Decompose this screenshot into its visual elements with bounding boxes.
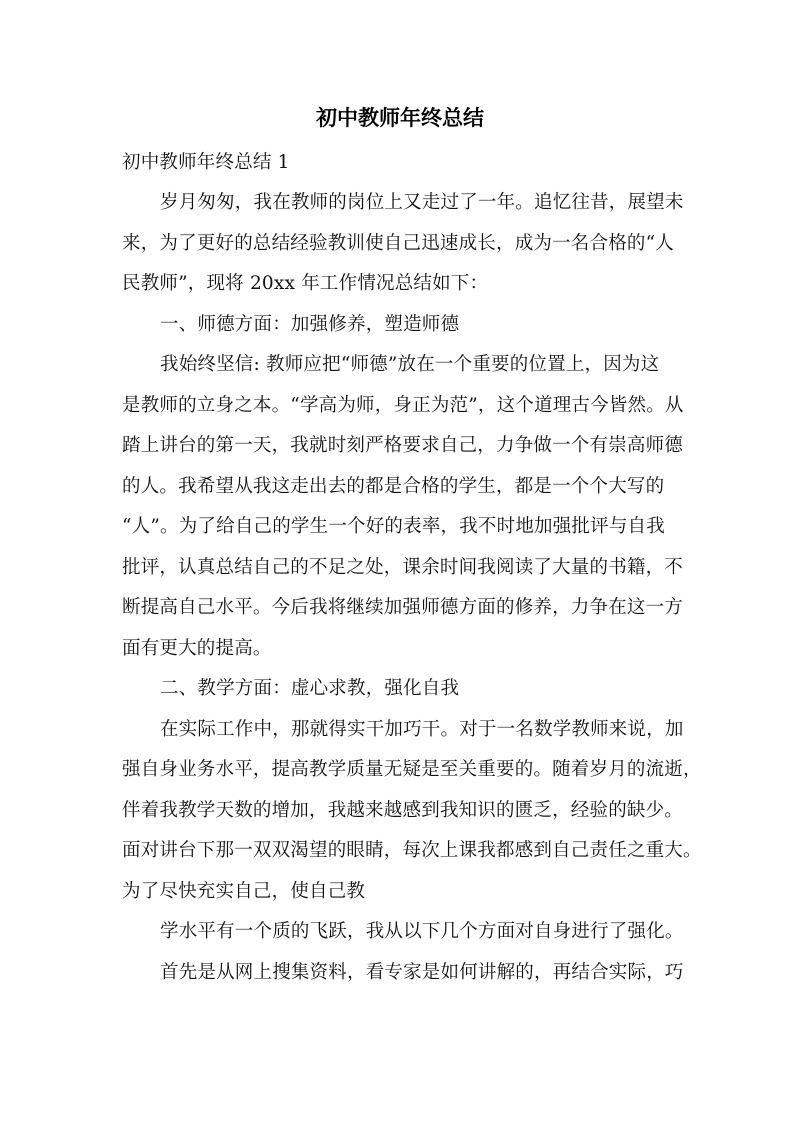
paragraph-line: 面对讲台下那一双双渴望的眼睛，每次上课我都感到自己责任之重大。 — [122, 840, 702, 861]
paragraph-line: 为了尽快充实自己，使自己教 — [122, 881, 366, 902]
section-heading: 二、教学方面：虚心求教，强化自我 — [160, 678, 460, 699]
paragraph-line: 岁月匆匆，我在教师的岗位上又走过了一年。追忆往昔，展望未 — [160, 192, 684, 213]
paragraph-line: 踏上讲台的第一天，我就时刻严格要求自己，力争做一个有崇高师德 — [122, 435, 684, 456]
paragraph-line: 我始终坚信: 教师应把“师德”放在一个重要的位置上，因为这 — [160, 354, 660, 375]
paragraph-line: 是教师的立身之本。“学高为师，身正为范”，这个道理古今皆然。从 — [122, 395, 684, 416]
document-title: 初中教师年终总结 — [316, 106, 484, 130]
subtitle-line: 初中教师年终总结 1 — [122, 152, 290, 173]
paragraph-line: 面有更大的提高。 — [122, 638, 272, 659]
paragraph-line: 首先是从网上搜集资料，看专家是如何讲解的，再结合实际，巧 — [160, 962, 684, 983]
paragraph-line: 强自身业务水平，提高教学质量无疑是至关重要的。随着岁月的流逝， — [122, 759, 702, 780]
paragraph-line: 在实际工作中，那就得实干加巧干。对于一名数学教师来说，加 — [160, 719, 684, 740]
paragraph-line: 伴着我教学天数的增加，我越来越感到我知识的匮乏，经验的缺少。 — [122, 800, 684, 821]
paragraph-line: 来，为了更好的总结经验教训使自己迅速成长，成为一名合格的“人 — [122, 233, 674, 254]
paragraph-line: 民教师”，现将 20xx 年工作情况总结如下： — [122, 273, 489, 294]
paragraph-line: 的人。我希望从我这走出去的都是合格的学生，都是一个个大写的 — [122, 476, 665, 497]
paragraph-line: 学水平有一个质的飞跃，我从以下几个方面对自身进行了强化。 — [160, 921, 684, 942]
paragraph-line: 批评，认真总结自己的不足之处，课余时间我阅读了大量的书籍，不 — [122, 557, 684, 578]
paragraph-line: 断提高自己水平。今后我将继续加强师德方面的修养，力争在这一方 — [122, 597, 684, 618]
paragraph-line: “人”。为了给自己的学生一个好的表率，我不时地加强批评与自我 — [122, 516, 665, 537]
section-heading: 一、师德方面：加强修养，塑造师德 — [160, 314, 460, 335]
